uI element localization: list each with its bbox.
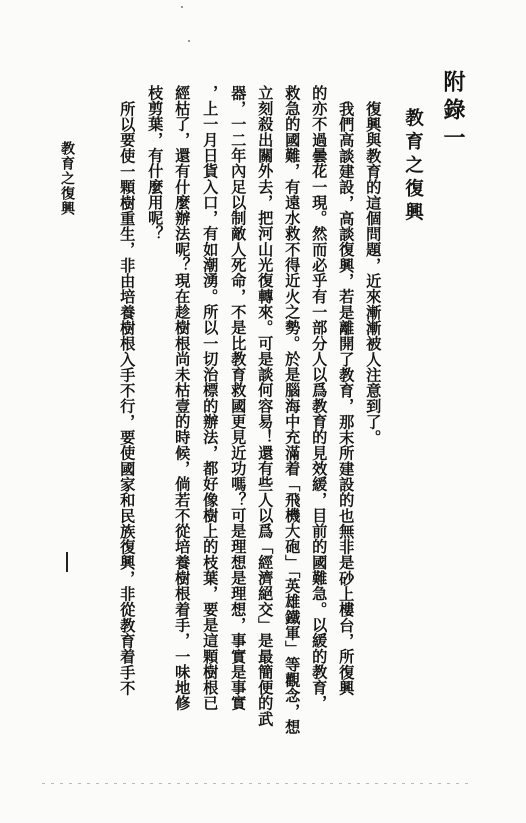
text-column-5: 立刻殺出關外去，把河山光復轉來。可是談何容易！還有些人以爲「經濟絕交」是最簡便的武 — [256, 85, 275, 727]
text-column-9: 枝剪葉，有什麼用呢？ — [146, 85, 165, 242]
text-column-3: 的亦不過曇花一現。然而必乎有一部分人以爲教育的見效緩，目前的國難急。以緩的教育， — [310, 85, 329, 711]
running-title: 教育之復興 — [59, 141, 75, 216]
text-column-7: ，上一月日貨入口，有如潮湧。所以一切治標的辦法，都好像樹上的枝葉，要是這顆樹根已 — [201, 85, 220, 711]
text-column-10: 所以要使一顆樹重生，非由培養樹根入手不行，要使國家和民族復興，非從教育着手不 — [118, 101, 137, 696]
scan-speck — [181, 6, 183, 8]
text-column-8: 經枯了，還有什麼辦法呢？現在趁樹根尚未枯壹的時候，倘若不從培養樹根着手，一味地修 — [173, 85, 192, 711]
text-column-6: 器，一二年內足以制敵人死命，不是比教育救國更見近功嗎？可是理想是理想，事實是事實 — [229, 85, 248, 711]
page-number — [66, 552, 68, 572]
scan-edge-line — [42, 783, 472, 784]
text-column-4: 救急的國難，有遠水救不得近火之勢。於是腦海中充滿着「飛機大砲」「英雄鐵軍」等觀念，想 — [283, 85, 302, 735]
section-title: 教育之復興 — [402, 108, 424, 226]
scan-speck — [188, 40, 190, 42]
text-column-1: 復興與教育的這個問題，近來漸漸被人注意到了。 — [364, 101, 383, 446]
appendix-title: 附錄一 — [440, 70, 466, 154]
text-column-2: 我們高談建設，高談復興，若是離開了教育，那末所建設的也無非是砂上樓台，所復興 — [337, 101, 356, 696]
